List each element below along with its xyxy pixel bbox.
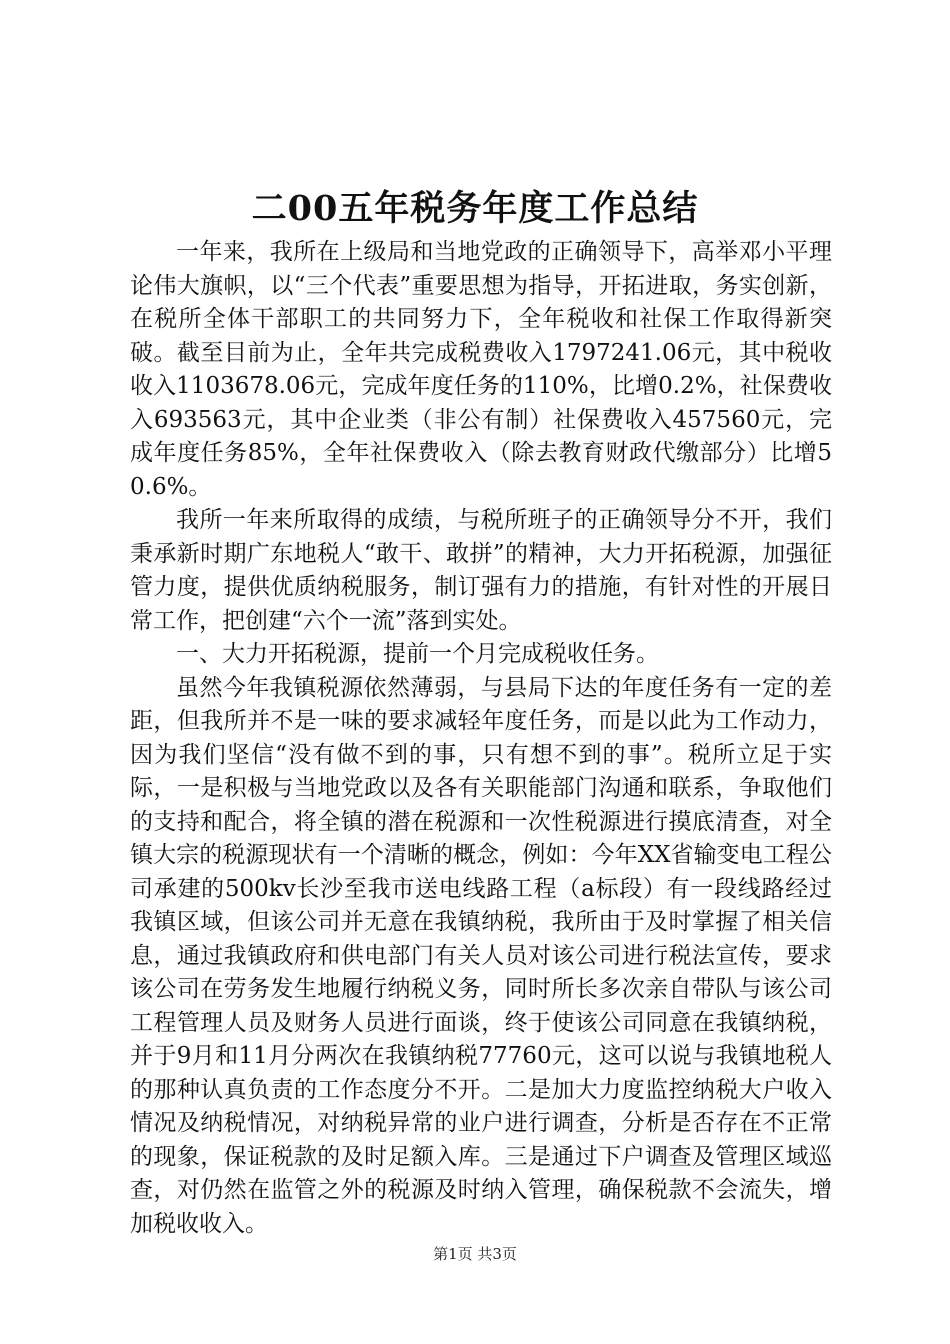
paragraph-summary: 一年来，我所在上级局和当地党政的正确领导下，高举邓小平理论伟大旗帜，以“三个代表”重要思想为指导，开拓进取，务实创新，在税所全体干部职工的共同努力下，全年税收和社保工作取得新突破。截至目前为止，全年共完成税费收入1797241.06元，其中税收收入1103678.06元，完成年度任务的110%，比增0.2%，社保费收入693563元，其中企业类（非公有制）社保费收入457560元，完成年度任务85%，全年社保费收入（除去教育财政代缴部分）比增50.6%。	[130, 239, 832, 500]
page-number-footer: 第1页 共3页	[433, 1245, 517, 1263]
paragraph-tax-sources: 虽然今年我镇税源依然薄弱，与县局下达的年度任务有一定的差距，但我所并不是一味的要求减轻年度任务，而是以此为工作动力，因为我们坚信“没有做不到的事，只有想不到的事”。税所立足于实际，一是积极与当地党政以及各有关职能部门沟通和联系，争取他们的支持和配合，将全镇的潜在税源和一次性税源进行摸底清查，对全镇大宗的税源现状有一个清晰的概念，例如：今年XX省输变电工程公司承建的500kv长沙至我市送电线路工程（a标段）有一段线路经过我镇区域，但该公司并无意在我镇纳税，我所由于及时掌握了相关信息，通过我镇政府和供电部门有关人员对该公司进行税法宣传，要求该公司在劳务发生地履行纳税义务，同时所长多次亲自带队与该公司工程管理人员及财务人员进行面谈，终于使该公司同意在我镇纳税，并于9月和11月分两次在我镇纳税77760元，这可以说与我镇地税人的那种认真负责的工作态度分不开。二是加大力度监控纳税大户收入情况及纳税情况，对纳税异常的业户进行调查，分析是否存在不正常的现象，保证税款的及时足额入库。三是通过下户调查及管理区域巡查，对仍然在监管之外的税源及时纳入管理，确保税款不会流失，增加税收收入。	[130, 674, 832, 1237]
document-title: 二00五年税务年度工作总结	[251, 188, 699, 229]
paragraph-achievements: 我所一年来所取得的成绩，与税所班子的正确领导分不开，我们秉承新时期广东地税人“敢干、敢拼”的精神，大力开拓税源，加强征管力度，提供优质纳税服务，制订强有力的措施，有针对性的开展日常工作，把创建“六个一流”落到实处。	[130, 507, 832, 634]
document-body	[130, 236, 832, 1241]
section-heading-1: 一、大力开拓税源，提前一个月完成税收任务。	[176, 641, 659, 667]
